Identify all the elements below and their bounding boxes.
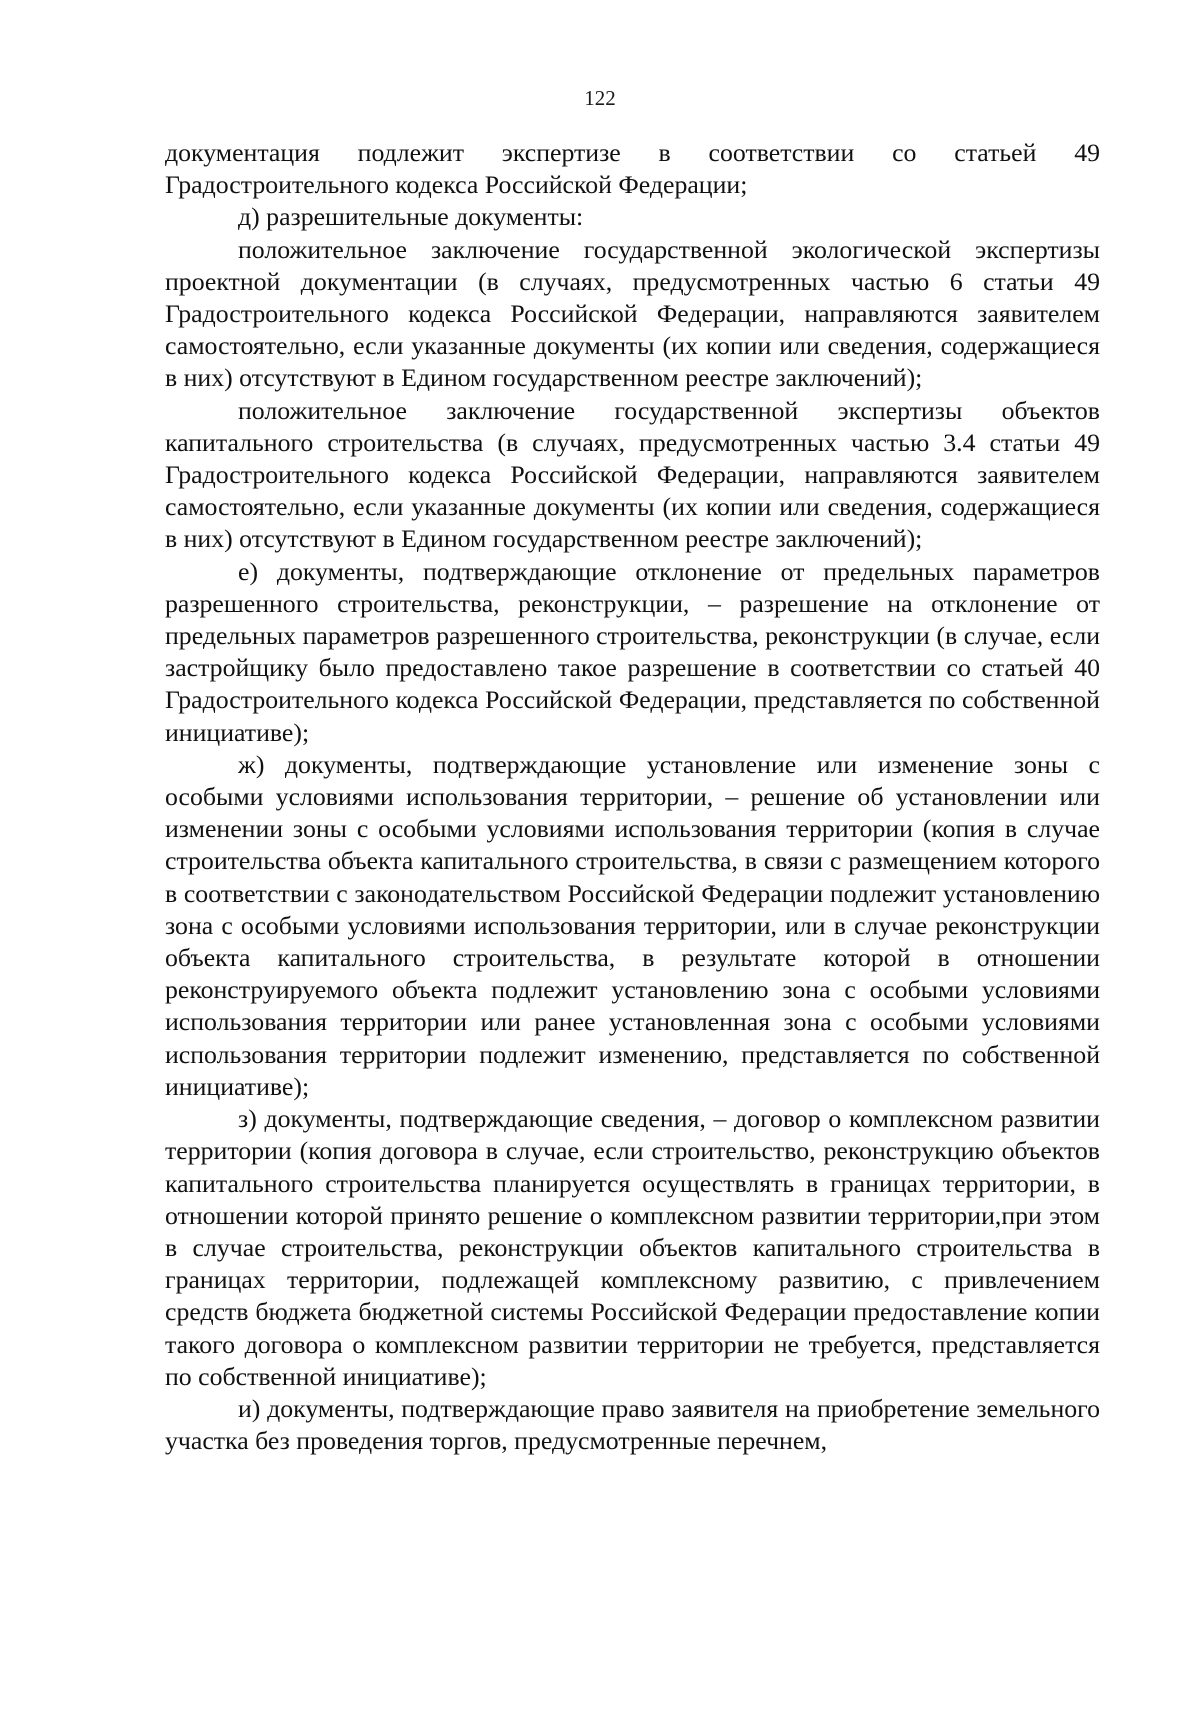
page-number: 122 — [584, 86, 616, 110]
paragraph-item-e: е) документы, подтверждающие отклонение от предельных параметров разрешенного строительства, реконструкции, – разрешение на отклонение от предельных параметров разрешенного строительства, реконструкции (в случае, если застройщику было предоставлено такое разрешение в соответствии со статьей 40 Градостроительного кодекса Российской Федерации, представляется по собственной инициативе); — [165, 556, 1100, 747]
paragraph-item-z: з) документы, подтверждающие сведения, – договор о комплексном развитии территории (копия договора в случае, если строительство, реконструкцию объектов капитального строительства планируется осуществлять в границах территории, в отношении которой принято решение о комплексном развитии территории,при этом в случае строительства, реконструкции объектов капитального строительства в границах территории, подлежащей комплексному развитию, с привлечением средств бюджета бюджетной системы Российской Федерации предоставление копии такого договора о комплексном развитии территории не требуется, представляется по собственной инициативе); — [165, 1104, 1100, 1391]
paragraph-item-i: и) документы, подтверждающие право заявителя на приобретение земельного участка без проведения торгов, предусмотренные перечнем, — [165, 1393, 1100, 1456]
paragraph-ecological-expertise: положительное заключение государственной экологической экспертизы проектной документации (в случаях, предусмотренных частью 6 статьи 49 Градостроительного кодекса Российской Федерации, направляются заявителем самостоятельно, если указанные документы (их копии или сведения, содержащиеся в них) отсутствуют в Едином государственном реестре заключений); — [165, 234, 1100, 393]
paragraph-continuation: документация подлежит экспертизе в соответствии со статьей 49 Градостроительного кодекса Российской Федерации; — [165, 138, 1100, 200]
paragraph-item-zh: ж) документы, подтверждающие установление или изменение зоны с особыми условиями использования территории, – решение об установлении или изменении зоны с особыми условиями использования территории (копия в случае строительства объекта капитального строительства, в связи с размещением которого в соответствии с законодательством Российской Федерации подлежит установлению зона с особыми условиями использования территории, или в случае реконструкции объекта капитального строительства, в результате которой в отношении реконструируемого объекта подлежит установлению зона с особыми условиями использования территории или ранее установленная зона с особыми условиями использования территории подлежит изменению, представляется по собственной инициативе); — [165, 749, 1100, 1101]
document-body — [165, 137, 1100, 1457]
paragraph-state-expertise: положительное заключение государственной экспертизы объектов капитального строительства (в случаях, предусмотренных частью 3.4 статьи 49 Градостроительного кодекса Российской Федерации, направляются заявителем самостоятельно, если указанные документы (их копии или сведения, содержащиеся в них) отсутствуют в Едином государственном реестре заключений); — [165, 395, 1100, 554]
paragraph-item-d: д) разрешительные документы: — [238, 202, 584, 232]
